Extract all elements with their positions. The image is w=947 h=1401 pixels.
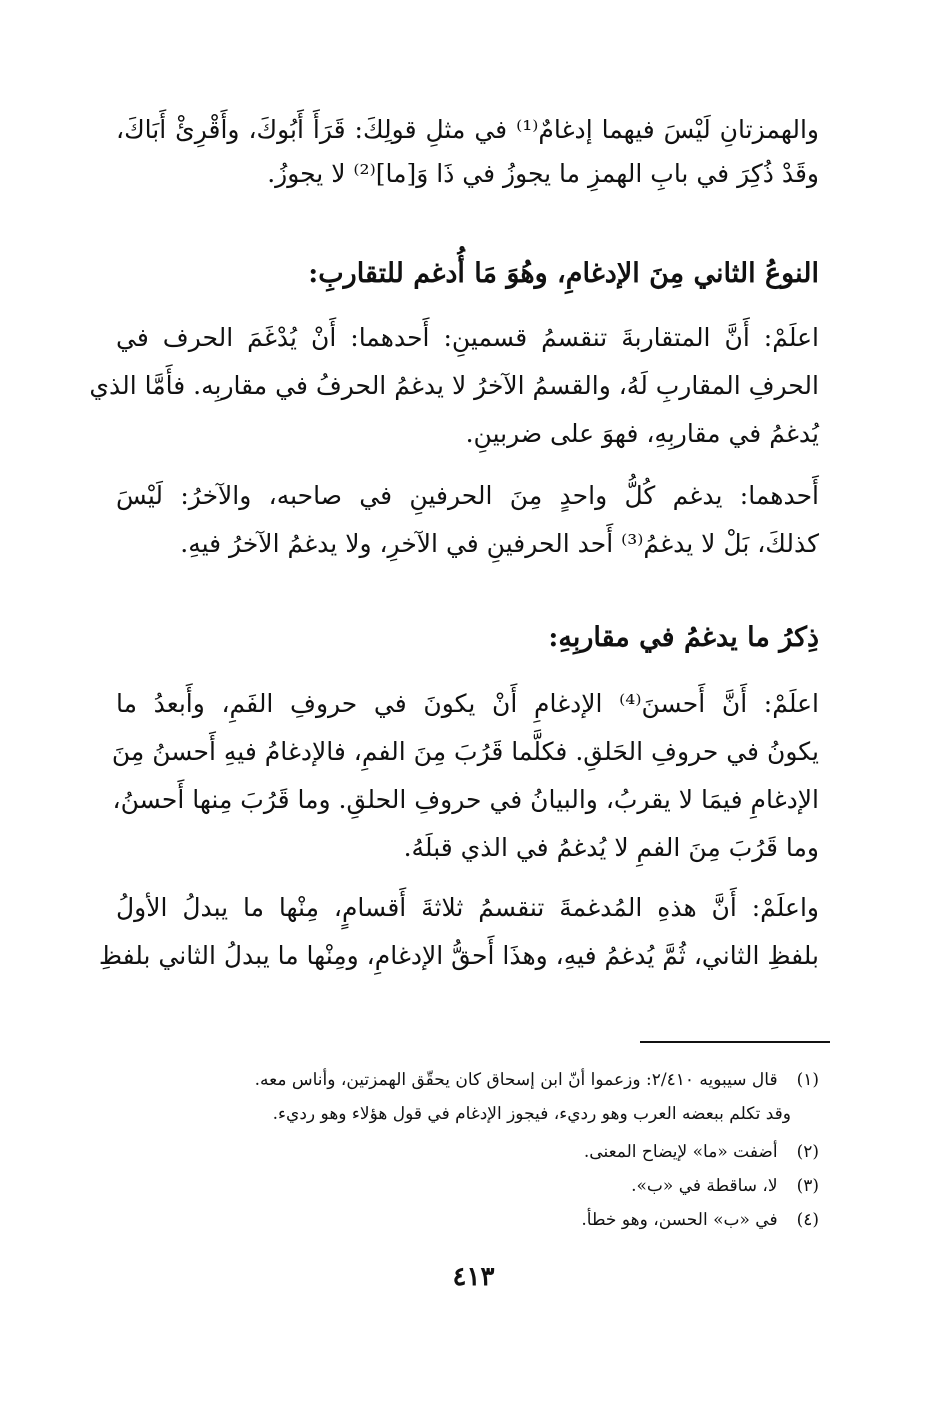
text-line: الحرفِ المقاربِ لَهُ، والقسمُ الآخرُ لا يدغمُ الحرفُ في مقاربِه. فأَمَّا الذي <box>89 371 819 400</box>
text-line: والهمزتانِ لَيْسَ فيهما إدغامٌ⁽¹⁾ في مثلِ قولِكَ: قَرَأَ أَبُوكَ، وأَقْرِئْ أَبَاكَ، <box>116 115 819 144</box>
footnote-number: (١) <box>796 1070 819 1090</box>
footnote-text: أضفت «ما» لإيضاح المعنى. <box>583 1142 778 1162</box>
page-number: ٤١٣ <box>452 1262 495 1292</box>
text-line: اعلَمْ: أَنَّ المتقاربةَ تنقسمُ قسمينِ: أَحدهما: أَنْ يُدْغَمَ الحرف في <box>116 323 819 352</box>
footnote-text: قال سيبويه ٢/٤١٠: وزعموا أنّ ابن إسحاق كان يحقّق الهمزتين، وأناس معه. <box>254 1070 778 1090</box>
footnote-3 <box>116 1172 819 1200</box>
footnote-1-continued: وقد تكلم ببعضه العرب وهو رديء، فيجوز الإدغام في قول هؤلاء وهو رديء. <box>272 1104 791 1124</box>
text-line: كذلكَ، بَلْ لا يدغمُ⁽³⁾ أَحد الحرفينِ في الآخرِ، ولا يدغمُ الآخرُ فيهِ. <box>180 529 819 558</box>
text-line: يُدغمُ في مقاربِهِ، فهوَ على ضربينِ. <box>465 419 819 448</box>
text-line: وما قَرُبَ مِنَ الفمِ لا يُدغمُ في الذي قبلَهُ. <box>403 833 819 862</box>
section-heading: ذِكرُ ما يدغمُ في مقاربِهِ: <box>548 622 819 653</box>
text-line: أَحدهما: يدغم كُلُّ واحدٍ مِنَ الحرفينِ في صاحبه، والآخرُ: لَيْسَ <box>116 481 819 510</box>
section-heading: النوعُ الثاني مِنَ الإدغامِ، وهُوَ مَا أُدغم للتقاربِ: <box>308 258 819 289</box>
footnote-number: (٣) <box>796 1176 819 1196</box>
text-line: واعلَمْ: أَنَّ هذهِ المُدغمةَ تنقسمُ ثلاثةَ أَقسامٍ، مِنْها ما يبدلُ الأولُ <box>116 893 819 922</box>
footnote-text: لا، ساقطة في «ب». <box>631 1176 778 1196</box>
footnote-4 <box>116 1206 819 1234</box>
footnote-text: في «ب» الحسن، وهو خطأ. <box>581 1210 778 1230</box>
footnote-number: (٢) <box>796 1142 819 1162</box>
footnote-2 <box>116 1138 819 1166</box>
text-line: يكونُ في حروفِ الحَلقِ. فكلَّما قَرُبَ مِنَ الفمِ، فالإدغامُ فيهِ أَحسنُ مِنَ <box>111 737 819 766</box>
text-line: بلفظِ الثاني، ثُمَّ يُدغمُ فيهِ، وهذَا أَحقُّ الإدغامِ، ومِنْها ما يبدلُ الثاني بلفظِ <box>98 941 819 970</box>
footnote-number: (٤) <box>796 1210 819 1230</box>
text-line: وقَدْ ذُكِرَ في بابِ الهمزِ ما يجوزُ في ذَا وَ[ما]⁽²⁾ لا يجوزُ. <box>267 159 819 188</box>
text-line: اعلَمْ: أَنَّ أَحسنَ⁽⁴⁾ الإدغامِ أَنْ يكونَ في حروفِ الفَمِ، وأَبعدُ ما <box>116 689 819 718</box>
text-line: الإدغامِ فيمَا لا يقربُ، والبيانُ في حروفِ الحلقِ. وما قَرُبَ مِنها أَحسنُ، <box>112 785 819 814</box>
footnote-separator <box>640 1041 830 1043</box>
footnote-1 <box>116 1066 819 1094</box>
